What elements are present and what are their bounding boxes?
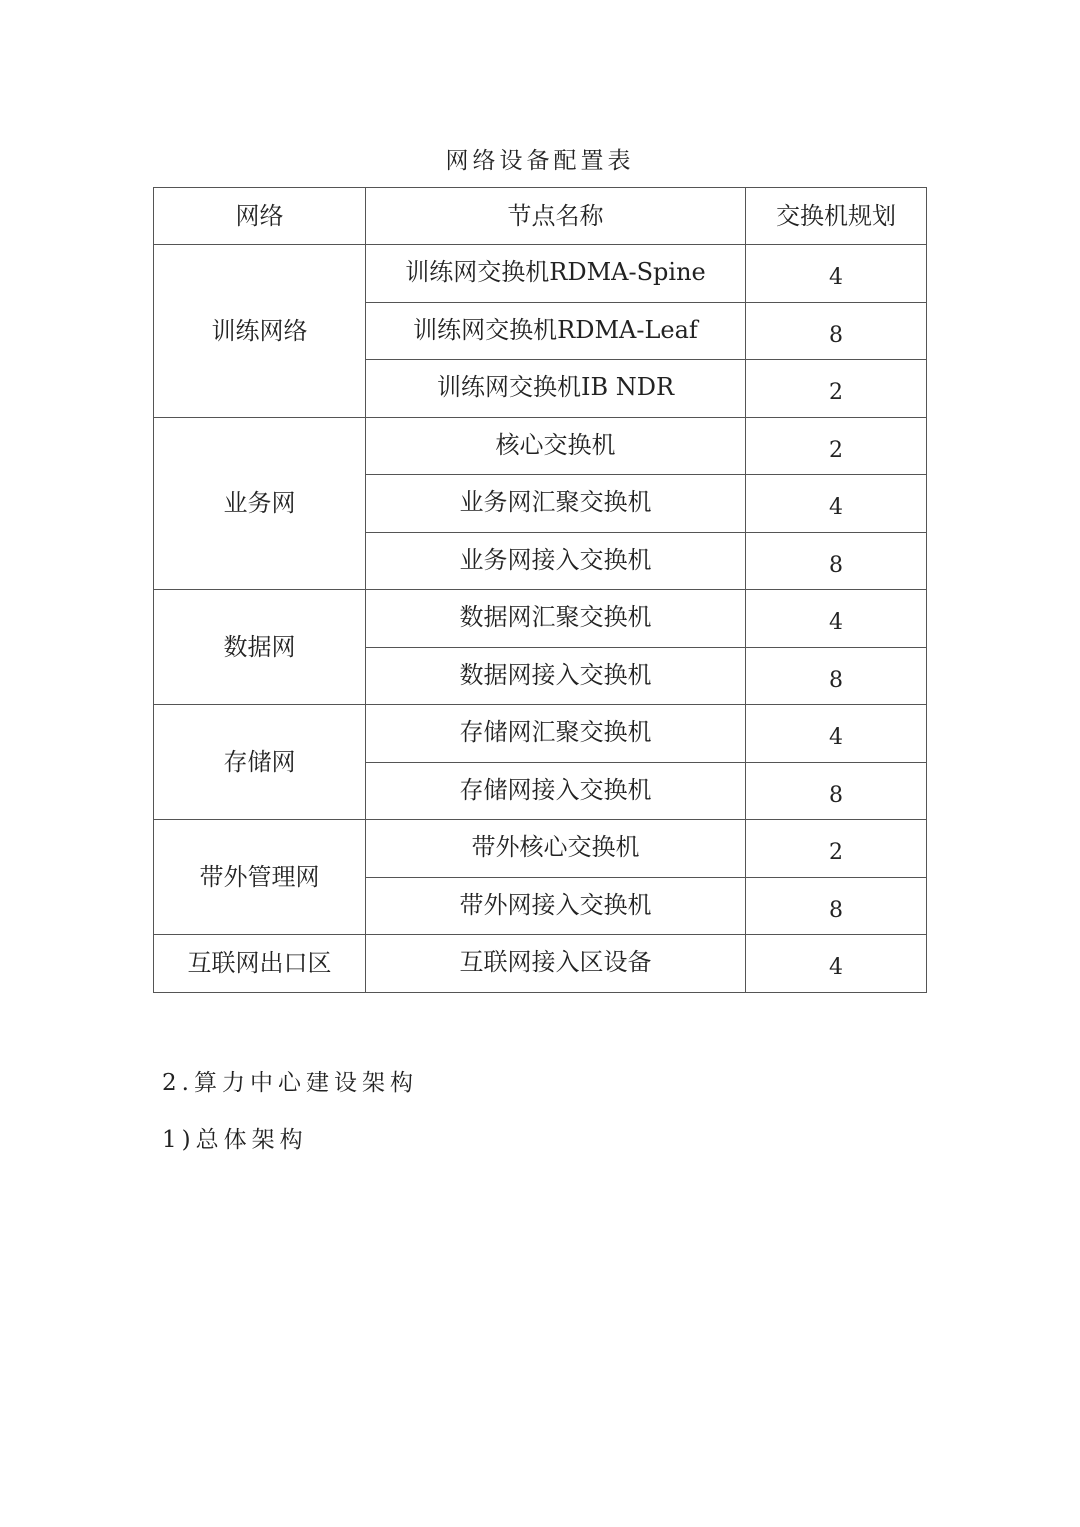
table-row bbox=[154, 705, 927, 763]
subsection-heading: 1)总体架构 bbox=[162, 1127, 308, 1153]
switch-count-cell: 8 bbox=[746, 762, 927, 820]
node-name-cell: 存储网汇聚交换机 bbox=[366, 705, 746, 763]
node-name-cell: 互联网接入区设备 bbox=[366, 935, 746, 993]
network-cell: 互联网出口区 bbox=[154, 935, 366, 993]
network-cell: 训练网络 bbox=[154, 245, 366, 418]
node-name-cell: 核心交换机 bbox=[366, 417, 746, 475]
network-cell: 存储网 bbox=[154, 705, 366, 820]
network-cell: 业务网 bbox=[154, 417, 366, 590]
switch-count-cell: 2 bbox=[746, 360, 927, 418]
node-name-cell: 数据网接入交换机 bbox=[366, 647, 746, 705]
switch-count-cell: 8 bbox=[746, 532, 927, 590]
switch-count-cell: 4 bbox=[746, 590, 927, 648]
switch-count-cell: 2 bbox=[746, 820, 927, 878]
column-header-node-name: 节点名称 bbox=[366, 188, 746, 245]
table-caption: 网络设备配置表 bbox=[445, 148, 635, 174]
table-row bbox=[154, 417, 927, 475]
table-header-row bbox=[154, 188, 927, 245]
switch-count-cell: 4 bbox=[746, 475, 927, 533]
node-name-cell: 业务网接入交换机 bbox=[366, 532, 746, 590]
node-name-cell: 业务网汇聚交换机 bbox=[366, 475, 746, 533]
table-row bbox=[154, 935, 927, 993]
network-cell: 数据网 bbox=[154, 590, 366, 705]
switch-count-cell: 2 bbox=[746, 417, 927, 475]
node-name-cell: 数据网汇聚交换机 bbox=[366, 590, 746, 648]
switch-count-cell: 4 bbox=[746, 935, 927, 993]
network-cell: 带外管理网 bbox=[154, 820, 366, 935]
node-name-cell: 训练网交换机RDMA-Leaf bbox=[366, 302, 746, 360]
table-row bbox=[154, 245, 927, 303]
switch-count-cell: 8 bbox=[746, 647, 927, 705]
column-header-network: 网络 bbox=[154, 188, 366, 245]
switch-count-cell: 4 bbox=[746, 245, 927, 303]
switch-count-cell: 4 bbox=[746, 705, 927, 763]
table-row bbox=[154, 590, 927, 648]
node-name-cell: 训练网交换机IB NDR bbox=[366, 360, 746, 418]
node-name-cell: 训练网交换机RDMA-Spine bbox=[366, 245, 746, 303]
switch-count-cell: 8 bbox=[746, 302, 927, 360]
node-name-cell: 带外网接入交换机 bbox=[366, 877, 746, 935]
section-heading: 2.算力中心建设架构 bbox=[162, 1070, 418, 1096]
switch-count-cell: 8 bbox=[746, 877, 927, 935]
column-header-switch-plan: 交换机规划 bbox=[746, 188, 927, 245]
node-name-cell: 带外核心交换机 bbox=[366, 820, 746, 878]
node-name-cell: 存储网接入交换机 bbox=[366, 762, 746, 820]
network-device-table bbox=[153, 187, 927, 993]
table-row bbox=[154, 820, 927, 878]
